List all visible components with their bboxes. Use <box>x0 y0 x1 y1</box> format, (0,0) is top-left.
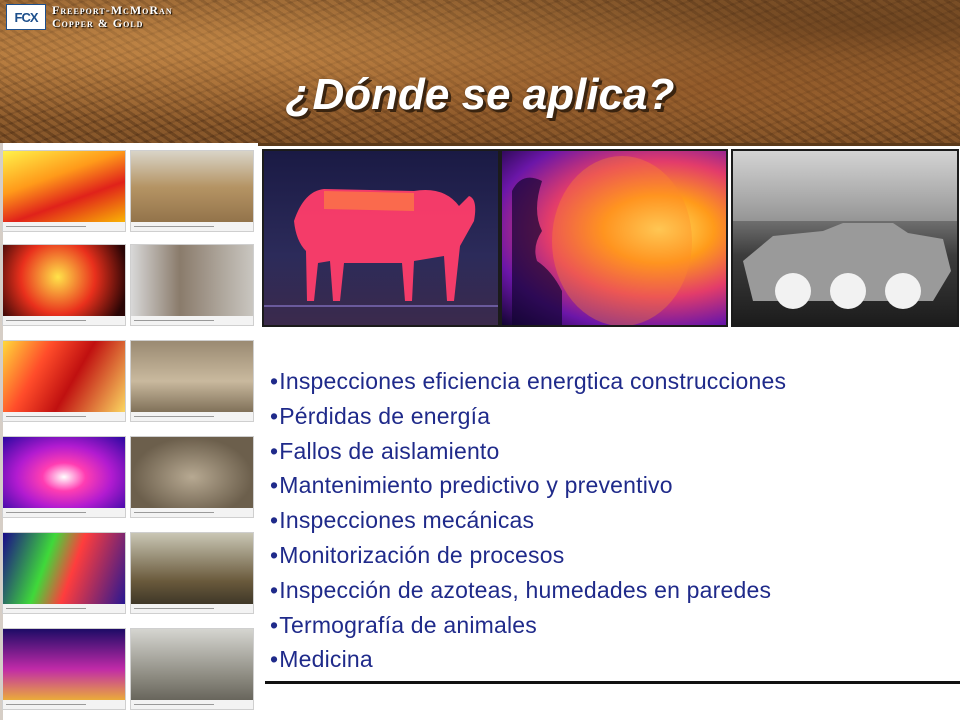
bullet-icon: • <box>270 472 279 499</box>
thermal-image-pipes <box>2 340 126 422</box>
bullet-icon: • <box>270 611 279 638</box>
list-item <box>270 642 786 677</box>
thermal-image-armored-vehicle <box>731 149 959 327</box>
armored-vehicle-icon <box>733 151 957 325</box>
list-item-text: Medicina <box>279 646 373 673</box>
slide-title: ¿Dónde se aplica? <box>285 70 675 119</box>
list-item <box>270 468 786 503</box>
list-item <box>270 364 786 399</box>
logo-line-2: Copper & Gold <box>52 16 144 30</box>
logo-line-1: Freeport-McMoRan <box>52 3 173 17</box>
list-item-text: Inspecciones eficiencia energtica construcciones <box>279 368 787 394</box>
photo-pipes <box>130 340 254 422</box>
thermal-image-house <box>2 150 126 232</box>
photo-electrical-panel <box>130 244 254 326</box>
thermal-image-substation <box>2 628 126 710</box>
list-item-text: Inspección de azoteas, humedades en paredes <box>279 576 772 603</box>
list-item-text: Fallos de aislamiento <box>279 437 500 464</box>
face-profile-icon <box>502 151 726 325</box>
list-item <box>270 573 786 608</box>
bullet-icon: • <box>270 646 279 673</box>
bullet-icon: • <box>270 437 279 464</box>
company-logo <box>6 4 173 30</box>
thermal-image-electrical-panel <box>2 244 126 326</box>
header-divider <box>258 143 960 146</box>
bottom-divider <box>265 681 960 684</box>
photo-motor <box>130 436 254 518</box>
logo-mark-icon: FCX <box>6 4 46 30</box>
list-item-text: Monitorización de procesos <box>279 541 565 568</box>
thermal-image-horse <box>262 149 500 327</box>
list-item-text: Termografía de animales <box>279 611 537 638</box>
bullet-icon: • <box>270 402 279 429</box>
thermal-image-insulators <box>2 532 126 614</box>
header-banner <box>0 0 960 143</box>
horse-silhouette-icon <box>264 151 498 325</box>
thermal-image-face <box>500 149 728 327</box>
thermal-image-motor <box>2 436 126 518</box>
bullet-icon: • <box>270 507 279 534</box>
photo-substation <box>130 628 254 710</box>
list-item <box>270 399 786 434</box>
list-item <box>270 538 786 573</box>
logo-wordmark <box>52 4 173 30</box>
bullet-icon: • <box>270 368 279 394</box>
list-item-text: Inspecciones mecánicas <box>279 507 535 534</box>
list-item <box>270 434 786 469</box>
applications-list <box>270 364 786 677</box>
bullet-icon: • <box>270 576 279 603</box>
list-item <box>270 503 786 538</box>
photo-insulators <box>130 532 254 614</box>
list-item <box>270 608 786 643</box>
bullet-icon: • <box>270 541 279 568</box>
list-item-text: Mantenimiento predictivo y preventivo <box>279 472 673 499</box>
photo-house <box>130 150 254 232</box>
list-item-text: Pérdidas de energía <box>279 402 491 429</box>
